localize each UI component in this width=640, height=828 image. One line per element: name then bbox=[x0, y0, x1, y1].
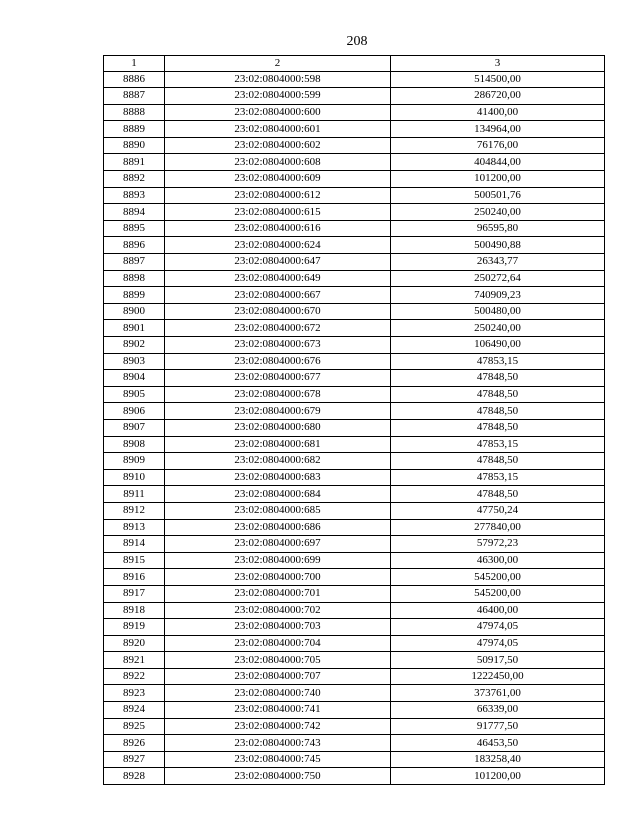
row-number-cell: 8909 bbox=[104, 453, 165, 470]
cadastral-value-cell: 250240,00 bbox=[391, 204, 605, 221]
row-number-cell: 8893 bbox=[104, 187, 165, 204]
row-number-cell: 8886 bbox=[104, 71, 165, 88]
cadastral-value-cell: 134964,00 bbox=[391, 121, 605, 138]
cadastral-number-cell: 23:02:0804000:745 bbox=[165, 751, 391, 768]
cadastral-value-cell: 404844,00 bbox=[391, 154, 605, 171]
cadastral-number-cell: 23:02:0804000:667 bbox=[165, 287, 391, 304]
table-row bbox=[104, 751, 605, 768]
cadastral-number-cell: 23:02:0804000:685 bbox=[165, 502, 391, 519]
table-row bbox=[104, 104, 605, 121]
cadastral-number-cell: 23:02:0804000:699 bbox=[165, 552, 391, 569]
row-number-cell: 8887 bbox=[104, 88, 165, 105]
cadastral-number-cell: 23:02:0804000:602 bbox=[165, 137, 391, 154]
cadastral-value-cell: 47848,50 bbox=[391, 419, 605, 436]
table-row bbox=[104, 453, 605, 470]
table-row bbox=[104, 171, 605, 188]
row-number-cell: 8912 bbox=[104, 502, 165, 519]
row-number-cell: 8906 bbox=[104, 403, 165, 420]
table-row bbox=[104, 237, 605, 254]
cadastral-value-cell: 47750,24 bbox=[391, 502, 605, 519]
table-row bbox=[104, 718, 605, 735]
table-row bbox=[104, 320, 605, 337]
row-number-cell: 8896 bbox=[104, 237, 165, 254]
table-row bbox=[104, 735, 605, 752]
row-number-cell: 8899 bbox=[104, 287, 165, 304]
cadastral-value-table bbox=[103, 55, 605, 785]
table-row bbox=[104, 702, 605, 719]
cadastral-value-cell: 286720,00 bbox=[391, 88, 605, 105]
cadastral-value-cell: 47853,15 bbox=[391, 436, 605, 453]
cadastral-number-cell: 23:02:0804000:599 bbox=[165, 88, 391, 105]
cadastral-value-cell: 41400,00 bbox=[391, 104, 605, 121]
cadastral-value-cell: 47848,50 bbox=[391, 386, 605, 403]
cadastral-number-cell: 23:02:0804000:624 bbox=[165, 237, 391, 254]
cadastral-number-cell: 23:02:0804000:705 bbox=[165, 652, 391, 669]
table-row bbox=[104, 287, 605, 304]
cadastral-value-cell: 47974,05 bbox=[391, 635, 605, 652]
row-number-cell: 8898 bbox=[104, 270, 165, 287]
row-number-cell: 8904 bbox=[104, 370, 165, 387]
table-row bbox=[104, 254, 605, 271]
table-row bbox=[104, 519, 605, 536]
cadastral-value-cell: 46400,00 bbox=[391, 602, 605, 619]
cadastral-number-cell: 23:02:0804000:684 bbox=[165, 486, 391, 503]
cadastral-number-cell: 23:02:0804000:677 bbox=[165, 370, 391, 387]
cadastral-number-cell: 23:02:0804000:680 bbox=[165, 419, 391, 436]
cadastral-number-cell: 23:02:0804000:608 bbox=[165, 154, 391, 171]
cadastral-value-cell: 76176,00 bbox=[391, 137, 605, 154]
row-number-cell: 8928 bbox=[104, 768, 165, 785]
cadastral-number-cell: 23:02:0804000:701 bbox=[165, 585, 391, 602]
table-row bbox=[104, 552, 605, 569]
cadastral-value-cell: 46453,50 bbox=[391, 735, 605, 752]
cadastral-value-cell: 545200,00 bbox=[391, 569, 605, 586]
row-number-cell: 8902 bbox=[104, 337, 165, 354]
cadastral-value-cell: 101200,00 bbox=[391, 171, 605, 188]
table-row bbox=[104, 652, 605, 669]
cadastral-value-cell: 26343,77 bbox=[391, 254, 605, 271]
cadastral-value-cell: 46300,00 bbox=[391, 552, 605, 569]
cadastral-value-cell: 47853,15 bbox=[391, 469, 605, 486]
cadastral-number-cell: 23:02:0804000:742 bbox=[165, 718, 391, 735]
cadastral-number-cell: 23:02:0804000:679 bbox=[165, 403, 391, 420]
cadastral-number-cell: 23:02:0804000:600 bbox=[165, 104, 391, 121]
row-number-cell: 8895 bbox=[104, 220, 165, 237]
table-body bbox=[104, 71, 605, 785]
table-row bbox=[104, 303, 605, 320]
row-number-cell: 8894 bbox=[104, 204, 165, 221]
row-number-cell: 8908 bbox=[104, 436, 165, 453]
row-number-cell: 8925 bbox=[104, 718, 165, 735]
cadastral-number-cell: 23:02:0804000:673 bbox=[165, 337, 391, 354]
cadastral-number-cell: 23:02:0804000:743 bbox=[165, 735, 391, 752]
cadastral-number-cell: 23:02:0804000:704 bbox=[165, 635, 391, 652]
cadastral-value-cell: 50917,50 bbox=[391, 652, 605, 669]
row-number-cell: 8915 bbox=[104, 552, 165, 569]
table-row bbox=[104, 585, 605, 602]
row-number-cell: 8922 bbox=[104, 668, 165, 685]
table-row bbox=[104, 370, 605, 387]
table-row bbox=[104, 386, 605, 403]
row-number-cell: 8911 bbox=[104, 486, 165, 503]
cadastral-number-cell: 23:02:0804000:647 bbox=[165, 254, 391, 271]
row-number-cell: 8926 bbox=[104, 735, 165, 752]
row-number-cell: 8892 bbox=[104, 171, 165, 188]
column-header: 3 bbox=[391, 56, 605, 72]
row-number-cell: 8923 bbox=[104, 685, 165, 702]
cadastral-value-cell: 106490,00 bbox=[391, 337, 605, 354]
cadastral-number-cell: 23:02:0804000:678 bbox=[165, 386, 391, 403]
row-number-cell: 8921 bbox=[104, 652, 165, 669]
cadastral-number-cell: 23:02:0804000:681 bbox=[165, 436, 391, 453]
table-row bbox=[104, 121, 605, 138]
table-row bbox=[104, 204, 605, 221]
cadastral-value-cell: 66339,00 bbox=[391, 702, 605, 719]
cadastral-value-cell: 250272,64 bbox=[391, 270, 605, 287]
table-header-row bbox=[104, 56, 605, 72]
table-row bbox=[104, 536, 605, 553]
cadastral-value-cell: 91777,50 bbox=[391, 718, 605, 735]
cadastral-number-cell: 23:02:0804000:697 bbox=[165, 536, 391, 553]
cadastral-number-cell: 23:02:0804000:676 bbox=[165, 353, 391, 370]
row-number-cell: 8905 bbox=[104, 386, 165, 403]
cadastral-number-cell: 23:02:0804000:707 bbox=[165, 668, 391, 685]
cadastral-number-cell: 23:02:0804000:683 bbox=[165, 469, 391, 486]
cadastral-number-cell: 23:02:0804000:672 bbox=[165, 320, 391, 337]
cadastral-value-cell: 277840,00 bbox=[391, 519, 605, 536]
cadastral-value-cell: 373761,00 bbox=[391, 685, 605, 702]
row-number-cell: 8927 bbox=[104, 751, 165, 768]
cadastral-number-cell: 23:02:0804000:612 bbox=[165, 187, 391, 204]
table-row bbox=[104, 137, 605, 154]
cadastral-value-cell: 47974,05 bbox=[391, 619, 605, 636]
row-number-cell: 8919 bbox=[104, 619, 165, 636]
row-number-cell: 8903 bbox=[104, 353, 165, 370]
cadastral-number-cell: 23:02:0804000:741 bbox=[165, 702, 391, 719]
row-number-cell: 8890 bbox=[104, 137, 165, 154]
row-number-cell: 8918 bbox=[104, 602, 165, 619]
cadastral-value-cell: 57972,23 bbox=[391, 536, 605, 553]
cadastral-number-cell: 23:02:0804000:700 bbox=[165, 569, 391, 586]
table-row bbox=[104, 154, 605, 171]
table-row bbox=[104, 619, 605, 636]
table-row bbox=[104, 436, 605, 453]
cadastral-value-cell: 500501,76 bbox=[391, 187, 605, 204]
row-number-cell: 8924 bbox=[104, 702, 165, 719]
cadastral-value-cell: 47853,15 bbox=[391, 353, 605, 370]
cadastral-number-cell: 23:02:0804000:649 bbox=[165, 270, 391, 287]
cadastral-value-cell: 740909,23 bbox=[391, 287, 605, 304]
cadastral-value-cell: 500480,00 bbox=[391, 303, 605, 320]
table-row bbox=[104, 668, 605, 685]
row-number-cell: 8901 bbox=[104, 320, 165, 337]
table-row bbox=[104, 419, 605, 436]
table-row bbox=[104, 569, 605, 586]
table-row bbox=[104, 71, 605, 88]
table-row bbox=[104, 635, 605, 652]
cadastral-number-cell: 23:02:0804000:609 bbox=[165, 171, 391, 188]
cadastral-value-cell: 183258,40 bbox=[391, 751, 605, 768]
table-row bbox=[104, 187, 605, 204]
table-row bbox=[104, 270, 605, 287]
table-row bbox=[104, 768, 605, 785]
row-number-cell: 8910 bbox=[104, 469, 165, 486]
cadastral-value-cell: 545200,00 bbox=[391, 585, 605, 602]
cadastral-value-cell: 500490,88 bbox=[391, 237, 605, 254]
cadastral-value-cell: 47848,50 bbox=[391, 403, 605, 420]
cadastral-number-cell: 23:02:0804000:686 bbox=[165, 519, 391, 536]
table-row bbox=[104, 220, 605, 237]
cadastral-number-cell: 23:02:0804000:702 bbox=[165, 602, 391, 619]
cadastral-number-cell: 23:02:0804000:670 bbox=[165, 303, 391, 320]
cadastral-value-cell: 47848,50 bbox=[391, 486, 605, 503]
row-number-cell: 8889 bbox=[104, 121, 165, 138]
row-number-cell: 8891 bbox=[104, 154, 165, 171]
table-row bbox=[104, 403, 605, 420]
table-row bbox=[104, 685, 605, 702]
cadastral-value-cell: 250240,00 bbox=[391, 320, 605, 337]
cadastral-value-cell: 101200,00 bbox=[391, 768, 605, 785]
cadastral-value-cell: 47848,50 bbox=[391, 370, 605, 387]
table-row bbox=[104, 88, 605, 105]
cadastral-number-cell: 23:02:0804000:682 bbox=[165, 453, 391, 470]
cadastral-number-cell: 23:02:0804000:598 bbox=[165, 71, 391, 88]
cadastral-number-cell: 23:02:0804000:740 bbox=[165, 685, 391, 702]
cadastral-number-cell: 23:02:0804000:703 bbox=[165, 619, 391, 636]
row-number-cell: 8914 bbox=[104, 536, 165, 553]
cadastral-number-cell: 23:02:0804000:750 bbox=[165, 768, 391, 785]
column-header: 1 bbox=[104, 56, 165, 72]
cadastral-number-cell: 23:02:0804000:615 bbox=[165, 204, 391, 221]
table-row bbox=[104, 337, 605, 354]
cadastral-value-cell: 47848,50 bbox=[391, 453, 605, 470]
page-number: 208 bbox=[346, 34, 368, 49]
cadastral-value-cell: 514500,00 bbox=[391, 71, 605, 88]
cadastral-number-cell: 23:02:0804000:601 bbox=[165, 121, 391, 138]
table-row bbox=[104, 353, 605, 370]
cadastral-value-cell: 96595,80 bbox=[391, 220, 605, 237]
column-header: 2 bbox=[165, 56, 391, 72]
row-number-cell: 8916 bbox=[104, 569, 165, 586]
row-number-cell: 8900 bbox=[104, 303, 165, 320]
row-number-cell: 8888 bbox=[104, 104, 165, 121]
row-number-cell: 8897 bbox=[104, 254, 165, 271]
row-number-cell: 8913 bbox=[104, 519, 165, 536]
table-row bbox=[104, 602, 605, 619]
cadastral-value-cell: 1222450,00 bbox=[391, 668, 605, 685]
table-row bbox=[104, 502, 605, 519]
row-number-cell: 8920 bbox=[104, 635, 165, 652]
cadastral-number-cell: 23:02:0804000:616 bbox=[165, 220, 391, 237]
table-row bbox=[104, 469, 605, 486]
table-row bbox=[104, 486, 605, 503]
row-number-cell: 8907 bbox=[104, 419, 165, 436]
row-number-cell: 8917 bbox=[104, 585, 165, 602]
